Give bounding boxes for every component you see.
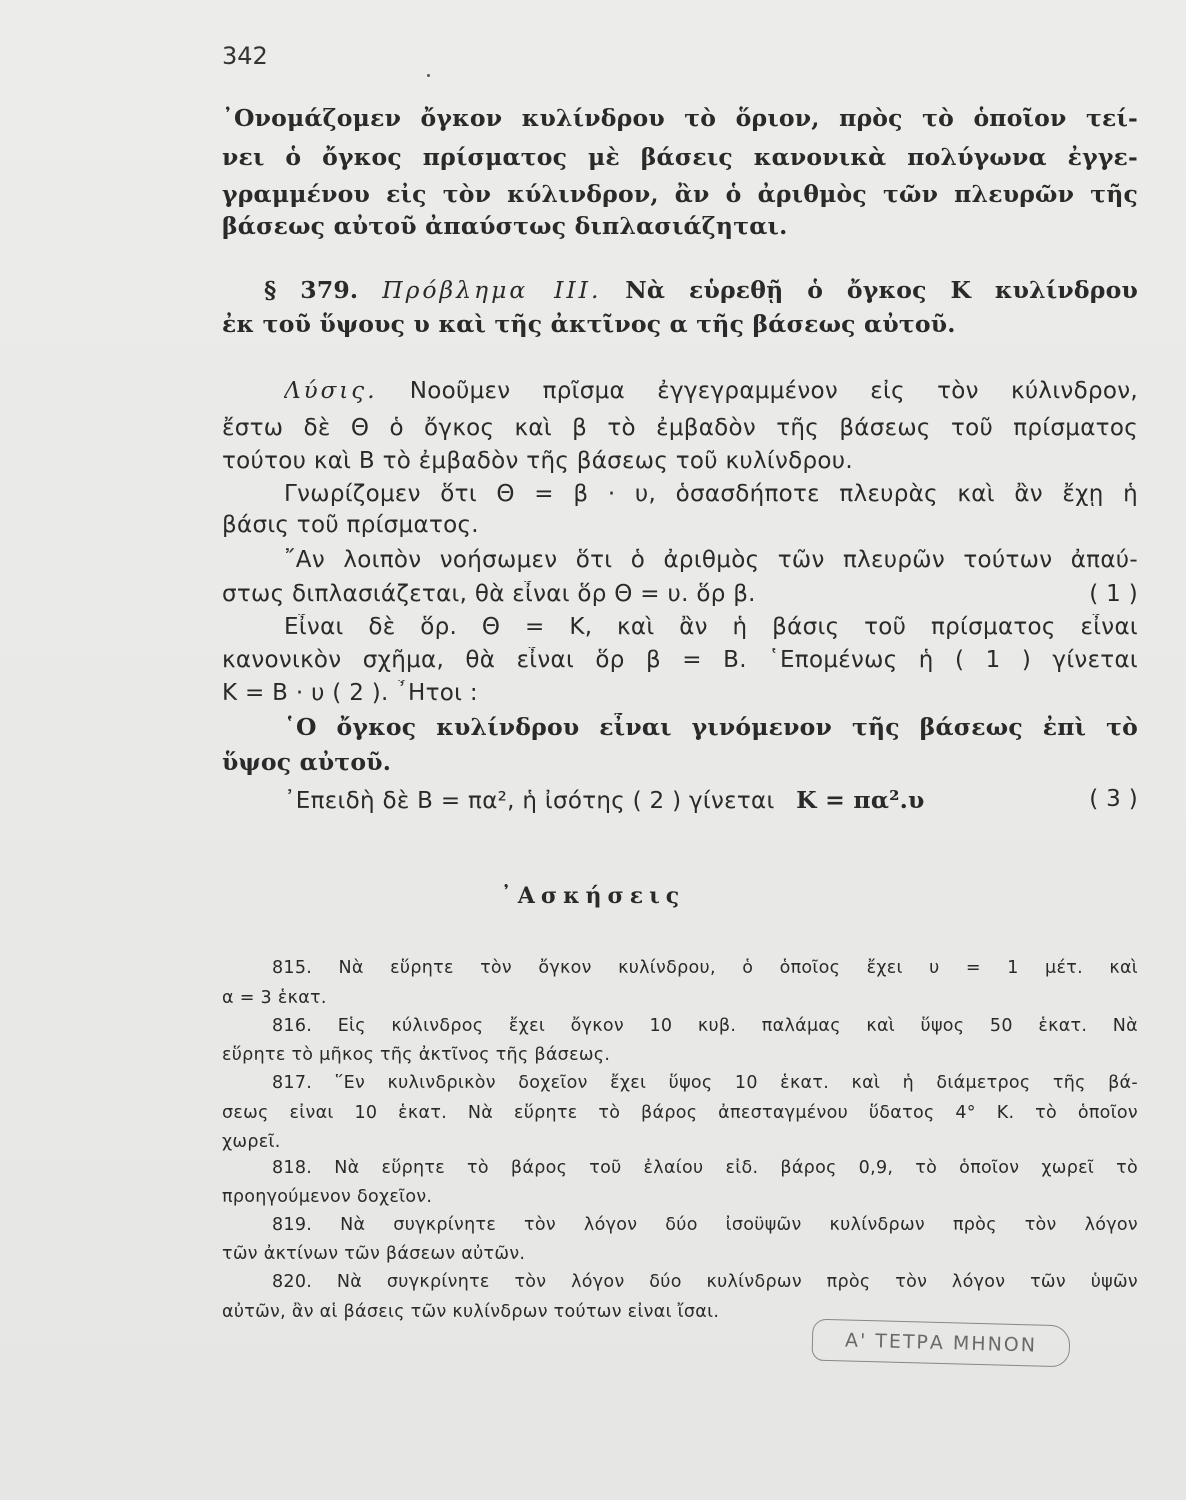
exercise-820-line-2: αὐτῶν, ἂν αἱ βάσεις τῶν κυλίνδρων τούτων εἶναι ἴσαι. (222, 1302, 720, 1322)
equation-number-3: ( 3 ) (1089, 786, 1138, 812)
exercise-818-line-2: προηγούμενον δοχεῖον. (222, 1187, 433, 1207)
solution-line-7: στως διπλασιάζεται, θὰ εἶναι ὅρ Θ = υ. ὅρ β. (222, 581, 756, 607)
exercise-817-line-3: χωρεῖ. (222, 1132, 281, 1152)
solution-line-8: Εἶναι δὲ ὅρ. Θ = Κ, καὶ ἂν ἡ βάσις τοῦ πρίσματος εἶναι (284, 614, 1138, 640)
exercise-817-line-1: 817. ῞Εν κυλινδρικὸν δοχεῖον ἔχει ὕψος 10 ἑκατ. καὶ ἡ διάμετρος τῆς βά- (272, 1073, 1138, 1093)
exercise-820-line-1: 820. Νὰ συγκρίνητε τὸν λόγον δύο κυλίνδρων πρὸς τὸν λόγον τῶν ὑψῶν (272, 1272, 1138, 1292)
exercise-815-line-1: 815. Νὰ εὕρητε τὸν ὄγκον κυλίνδρου, ὁ ὁποῖος ἔχει υ = 1 μέτ. καὶ (272, 958, 1138, 978)
solution-line-6: ῎Αν λοιπὸν νοήσωμεν ὅτι ὁ ἀριθμὸς τῶν πλευρῶν τούτων ἀπαύ- (284, 547, 1138, 573)
solution-line-5: βάσις τοῦ πρίσματος. (222, 512, 479, 538)
exercise-816-line-2: εὕρητε τὸ μῆκος τῆς ἀκτῖνος τῆς βάσεως. (222, 1045, 611, 1065)
page-number: 342 (222, 42, 268, 70)
exercise-815-line-2: α = 3 ἑκατ. (222, 988, 327, 1008)
formula-line (284, 786, 1044, 814)
intro-line-2: νει ὁ ὄγκος πρίσματος μὲ βάσεις κανονικὰ πολύγωνα ἐγγε- (222, 143, 1138, 171)
problem-line-2: ἐκ τοῦ ὕψους υ καὶ τῆς ἀκτῖνος α τῆς βάσεως αὐτοῦ. (222, 310, 956, 338)
solution-line-9: κανονικὸν σχῆμα, θὰ εἶναι ὅρ β = Β. ῾Επομένως ἡ ( 1 ) γίνεται (222, 647, 1138, 673)
print-speck (427, 74, 430, 77)
intro-line-3: γραμμένου εἰς τὸν κύλινδρον, ἂν ὁ ἀριθμὸς τῶν πλευρῶν τῆς (222, 180, 1138, 208)
solution-line-3: τούτου καὶ Β τὸ ἐμβαδὸν τῆς βάσεως τοῦ κυλίνδρου. (222, 448, 853, 474)
exercise-818-line-1: 818. Νὰ εὕρητε τὸ βάρος τοῦ ἐλαίου εἰδ. βάρος 0,9, τὸ ὁποῖον χωρεῖ τὸ (272, 1158, 1138, 1178)
solution-line-4: Γνωρίζομεν ὅτι Θ = β · υ, ὁσασδήποτε πλευρὰς καὶ ἂν ἔχῃ ἡ (284, 481, 1138, 507)
theorem-line-2: ὕψος αὐτοῦ. (222, 748, 392, 776)
theorem-line-1: ῾Ο ὄγκος κυλίνδρου εἶναι γινόμενον τῆς βάσεως ἐπὶ τὸ (284, 713, 1138, 741)
solution-line-2: ἔστω δὲ Θ ὁ ὄγκος καὶ β τὸ ἐμβαδὸν τῆς βάσεως τοῦ πρίσματος (222, 415, 1138, 441)
formula-bold: Κ = πα².υ (796, 786, 925, 814)
intro-line-1: ᾿Ονομάζομεν ὄγκον κυλίνδρου τὸ ὅριον, πρὸς τὸ ὁποῖον τεί- (222, 104, 1138, 132)
solution-text: Νοοῦμεν πρῖσμα ἐγγεγραμμένον εἰς τὸν κύλινδρον, (409, 378, 1138, 404)
problem-heading (264, 276, 1138, 304)
exercise-819-line-1: 819. Νὰ συγκρίνητε τὸν λόγον δύο ἰσοϋψῶν κυλίνδρων πρὸς τὸν λόγον (272, 1215, 1138, 1235)
exercise-817-line-2: σεως εἶναι 10 ἑκατ. Νὰ εὕρητε τὸ βάρος ἀπεσταγμένου ὕδατος 4° Κ. τὸ ὁποῖον (222, 1103, 1138, 1123)
problem-statement: Νὰ εὑρεθῇ ὁ ὄγκος Κ κυλίνδρου (625, 276, 1138, 304)
solution-line-1 (284, 378, 1138, 404)
exercise-816-line-1: 816. Εἷς κύλινδρος ἔχει ὄγκον 10 κυβ. παλάμας καὶ ὕψος 50 ἑκατ. Νὰ (272, 1016, 1138, 1036)
solution-line-10: Κ = Β · υ ( 2 ). ῏Ητοι : (222, 680, 478, 706)
problem-label: Πρόβλημα III. (382, 276, 602, 304)
handwritten-note: Α' ΤΕΤΡΑ ΜΗΝΟΝ (811, 1319, 1070, 1368)
solution-label: Λύσις. (284, 378, 378, 404)
problem-number: § 379. (264, 276, 359, 304)
intro-line-4: βάσεως αὐτοῦ ἀπαύστως διπλασιάζηται. (222, 212, 788, 240)
exercise-819-line-2: τῶν ἀκτίνων τῶν βάσεων αὐτῶν. (222, 1244, 526, 1264)
exercises-heading: ᾿Ασκήσεις (500, 883, 686, 909)
equation-number-1: ( 1 ) (1089, 581, 1138, 607)
formula-text: ᾿Επειδὴ δὲ Β = πα², ἡ ἰσότης ( 2 ) γίνεται (284, 788, 775, 814)
